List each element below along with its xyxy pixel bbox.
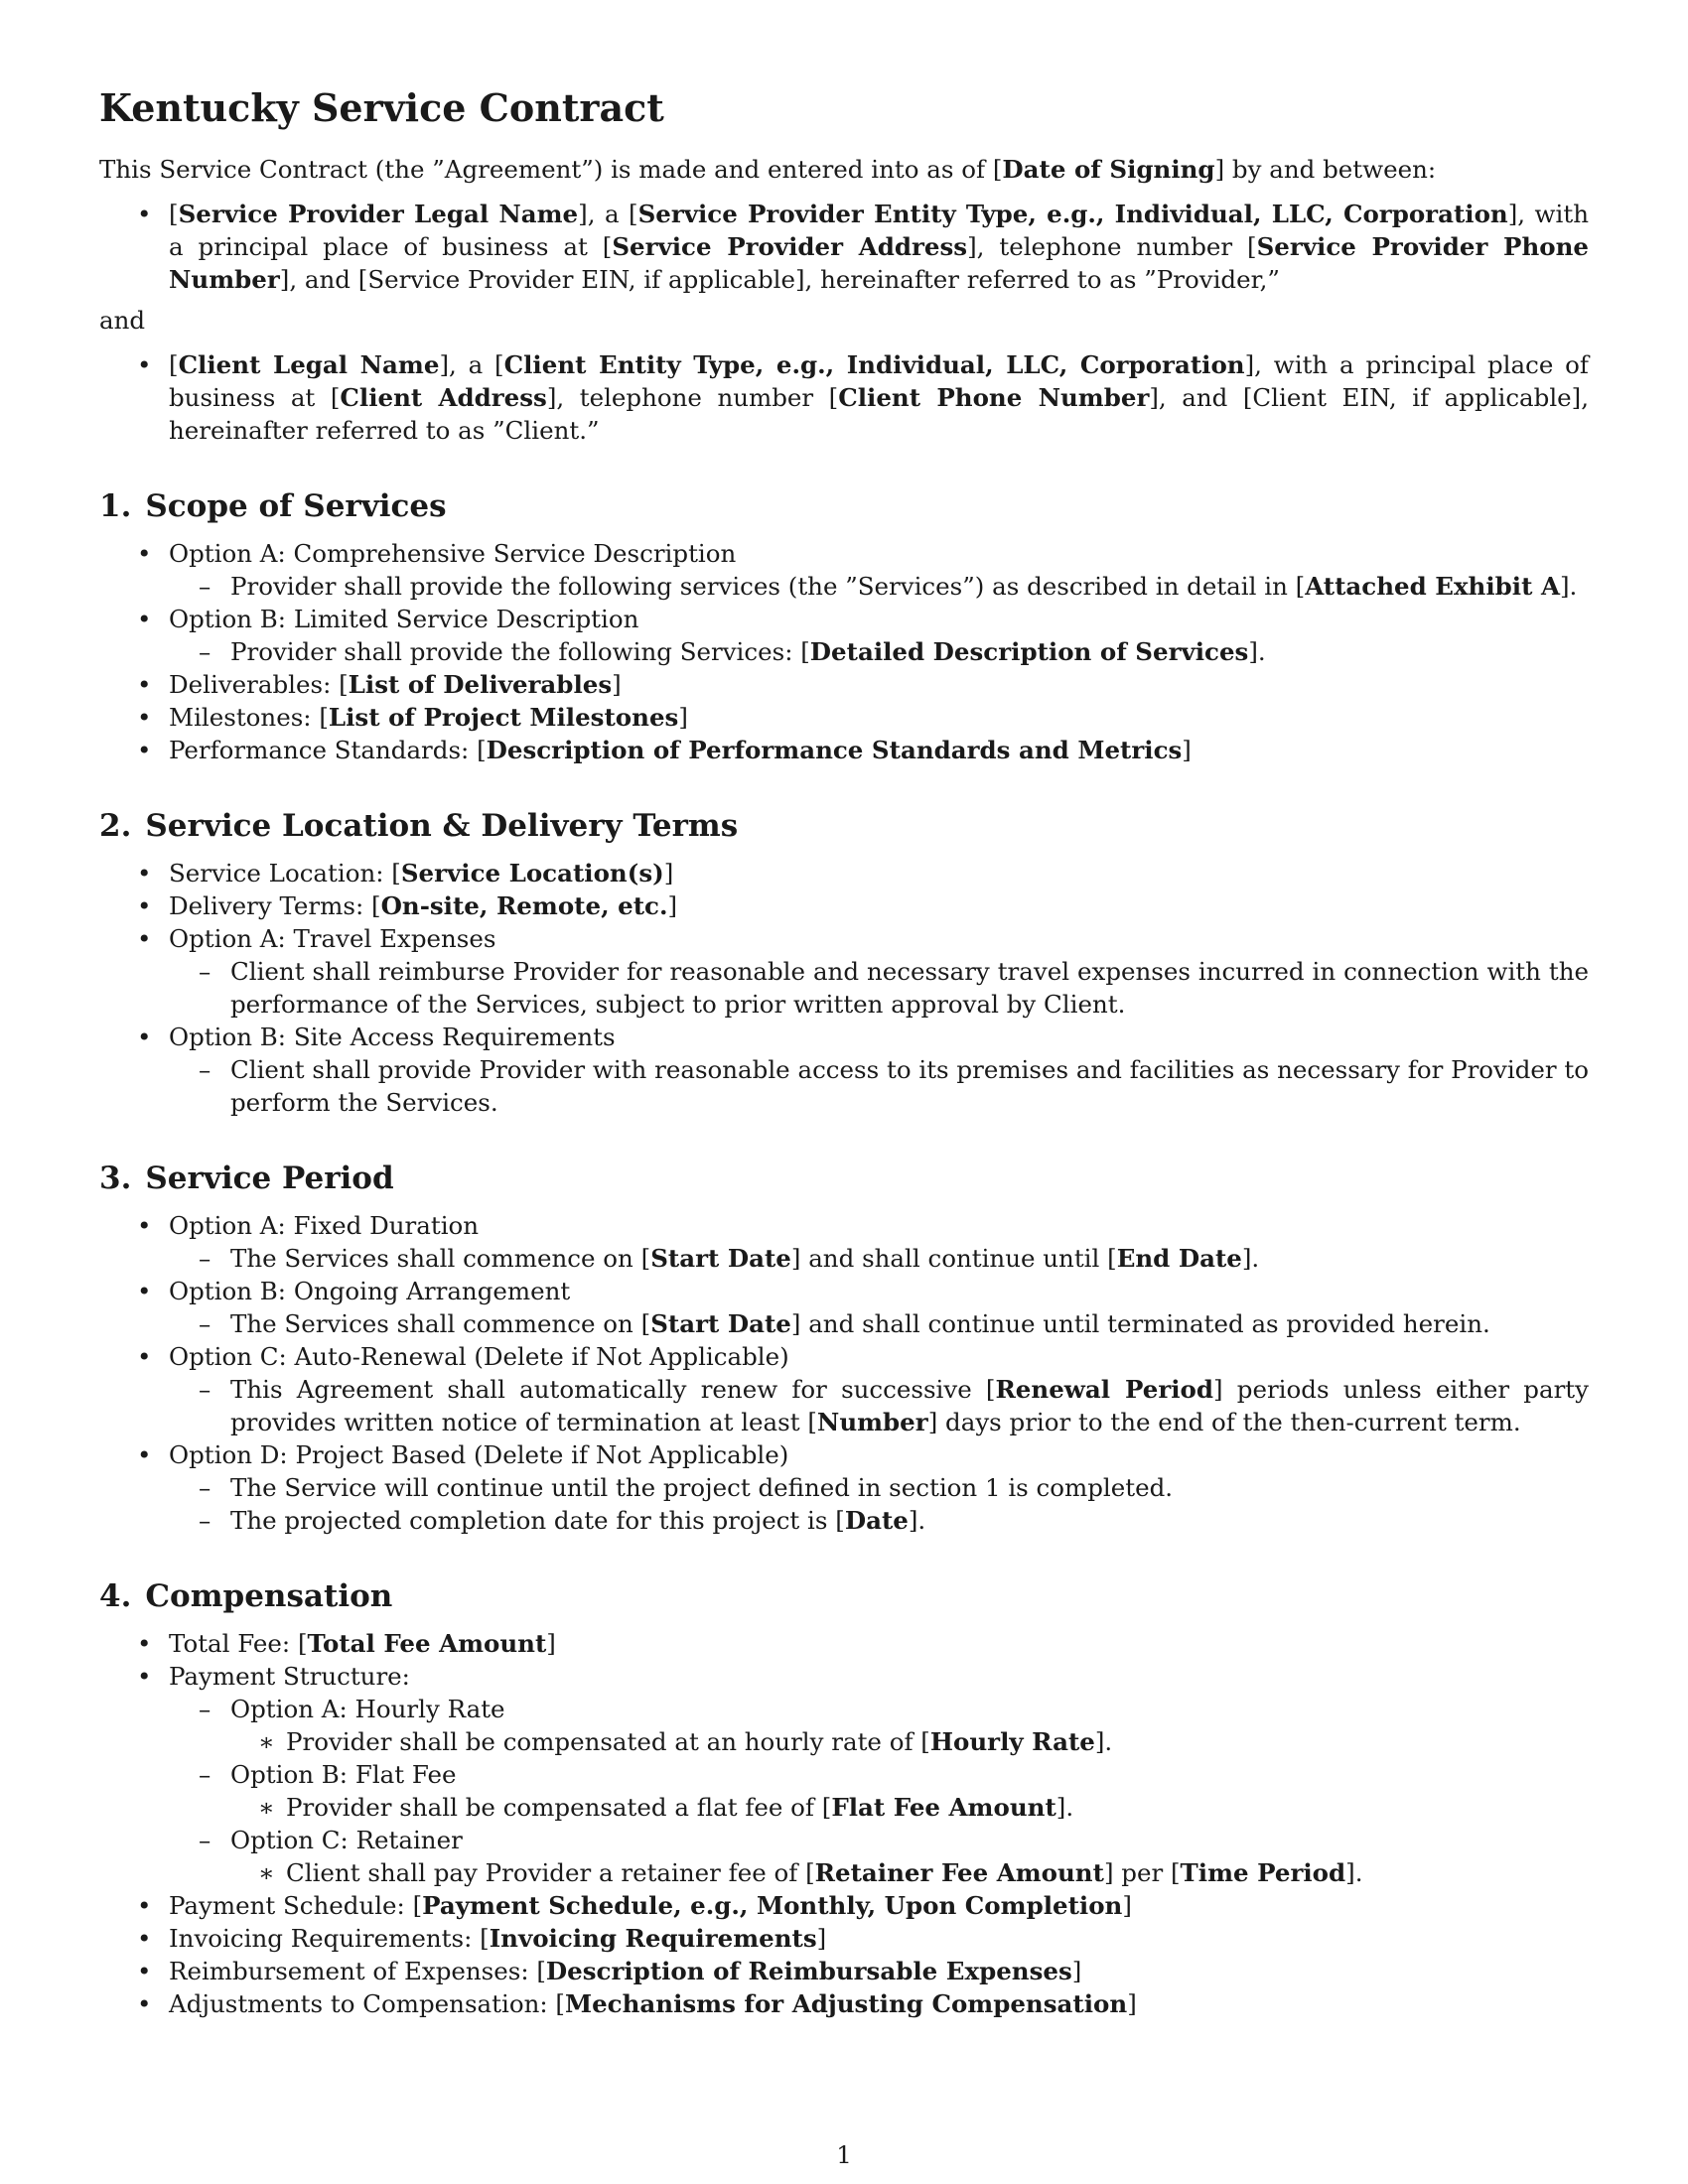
date-placeholder: Date of Signing	[1002, 154, 1215, 184]
list-item: • Invoicing Requirements: [Invoicing Requirements]	[99, 1922, 1589, 1955]
list-item: – Option C: Retainer ∗ Client shall pay Provider a retainer fee of [Retainer Fee Amount] per [Time Period].	[169, 1824, 1589, 1889]
list-item: – Client shall provide Provider with reasonable access to its premises and facilities as necessary for Provider to perform the Services.	[169, 1053, 1589, 1119]
list-item: – Provider shall provide the following Services: [Detailed Description of Services].	[169, 635, 1589, 668]
list-item: – Provider shall provide the following services (the ”Services”) as described in detail in [Attached Exhibit A].	[169, 570, 1589, 603]
list-item: • Payment Structure: – Option A: Hourly Rate ∗ Provider shall be compensated at an hourly rate of [Hourly Rate]. – Option B: Flat Fee ∗ Provider shall be compensated a flat fee of [Flat Fee Amount]. – Option C: Retainer ∗ Client shall pay Provider a retainer fee of [Retainer Fee Amount] per [Time Period].	[99, 1660, 1589, 1889]
list-item: • Option C: Auto-Renewal (Delete if Not Applicable) – This Agreement shall automatically renew for successive [Renewal Period] periods unless either party provides written notice of termination at least [Number] days prior to the end of the then-current term.	[99, 1340, 1589, 1438]
period-list	[99, 1209, 1589, 1537]
list-item: ∗ Provider shall be compensated a flat fee of [Flat Fee Amount].	[230, 1791, 1589, 1824]
list-item: – Client shall reimburse Provider for reasonable and necessary travel expenses incurred in connection with the performance of the Services, subject to prior written approval by Client.	[169, 955, 1589, 1021]
and-connector: and	[99, 305, 146, 335]
list-item: ∗ Client shall pay Provider a retainer fee of [Retainer Fee Amount] per [Time Period].	[230, 1856, 1589, 1889]
list-item: • Option B: Site Access Requirements – Client shall provide Provider with reasonable access to its premises and facilities as necessary for Provider to perform the Services.	[99, 1021, 1589, 1119]
list-item: • Option B: Limited Service Description – Provider shall provide the following Services: [Detailed Description of Services].	[99, 603, 1589, 668]
list-item: • Adjustments to Compensation: [Mechanisms for Adjusting Compensation]	[99, 1987, 1589, 2020]
list-item: – The Services shall commence on [Start Date] and shall continue until [End Date].	[169, 1242, 1589, 1275]
location-list	[99, 857, 1589, 1119]
page-number: 1	[836, 2140, 852, 2169]
provider-party: • [Service Provider Legal Name], a [Service Provider Entity Type, e.g., Individual, LLC, Corporation], with a principal place of business at [Service Provider Address], telephone number [Service Provider Phone Number], and [Service Provider EIN, if applicable], hereinafter referred to as ”Provider,”	[99, 198, 1589, 296]
provider-party-list	[99, 198, 1589, 296]
list-item: • Payment Schedule: [Payment Schedule, e.g., Monthly, Upon Completion]	[99, 1889, 1589, 1922]
compensation-list	[99, 1627, 1589, 2020]
list-item: • Reimbursement of Expenses: [Description of Reimbursable Expenses]	[99, 1955, 1589, 1987]
list-item: • Delivery Terms: [On-site, Remote, etc.]	[99, 889, 1589, 922]
list-item: – The Services shall commence on [Start Date] and shall continue until terminated as provided herein.	[169, 1307, 1589, 1340]
list-item: – The Service will continue until the project defined in section 1 is completed.	[169, 1471, 1589, 1504]
list-item: • Deliverables: [List of Deliverables]	[99, 668, 1589, 701]
section-heading-compensation: 4. Compensation	[99, 1578, 393, 1615]
section-heading-period: 3. Service Period	[99, 1160, 394, 1196]
list-item: • Option D: Project Based (Delete if Not Applicable) – The Service will continue until the project defined in section 1 is completed. – The projected completion date for this project is [Date].	[99, 1438, 1589, 1537]
scope-list	[99, 537, 1589, 766]
list-item: • Option A: Travel Expenses – Client shall reimburse Provider for reasonable and necessary travel expenses incurred in connection with the performance of the Services, subject to prior written approval by Client.	[99, 922, 1589, 1021]
list-item: • Option A: Comprehensive Service Description – Provider shall provide the following services (the ”Services”) as described in detail in [Attached Exhibit A].	[99, 537, 1589, 603]
section-heading-location: 2. Service Location & Delivery Terms	[99, 807, 739, 844]
intro-paragraph: This Service Contract (the ”Agreement”) is made and entered into as of [Date of Signing] by and between:	[99, 154, 1437, 184]
list-item: • Option B: Ongoing Arrangement – The Services shall commence on [Start Date] and shall continue until terminated as provided herein.	[99, 1275, 1589, 1340]
list-item: – The projected completion date for this project is [Date].	[169, 1504, 1589, 1537]
client-party: • [Client Legal Name], a [Client Entity Type, e.g., Individual, LLC, Corporation], with a principal place of business at [Client Address], telephone number [Client Phone Number], and [Client EIN, if applicable], hereinafter referred to as ”Client.”	[99, 348, 1589, 447]
list-item: ∗ Provider shall be compensated at an hourly rate of [Hourly Rate].	[230, 1725, 1589, 1758]
list-item: • Milestones: [List of Project Milestones]	[99, 701, 1589, 734]
list-item: – This Agreement shall automatically renew for successive [Renewal Period] periods unless either party provides written notice of termination at least [Number] days prior to the end of the then-current term.	[169, 1373, 1589, 1438]
section-heading-scope: 1. Scope of Services	[99, 487, 447, 524]
client-party-list	[99, 348, 1589, 447]
list-item: – Option B: Flat Fee ∗ Provider shall be compensated a flat fee of [Flat Fee Amount].	[169, 1758, 1589, 1824]
list-item: • Total Fee: [Total Fee Amount]	[99, 1627, 1589, 1660]
list-item: • Performance Standards: [Description of Performance Standards and Metrics]	[99, 734, 1589, 766]
list-item: • Option A: Fixed Duration – The Services shall commence on [Start Date] and shall continue until [End Date].	[99, 1209, 1589, 1275]
document-title: Kentucky Service Contract	[99, 85, 664, 130]
list-item: • Service Location: [Service Location(s)]	[99, 857, 1589, 889]
list-item: – Option A: Hourly Rate ∗ Provider shall be compensated at an hourly rate of [Hourly Rate].	[169, 1693, 1589, 1758]
